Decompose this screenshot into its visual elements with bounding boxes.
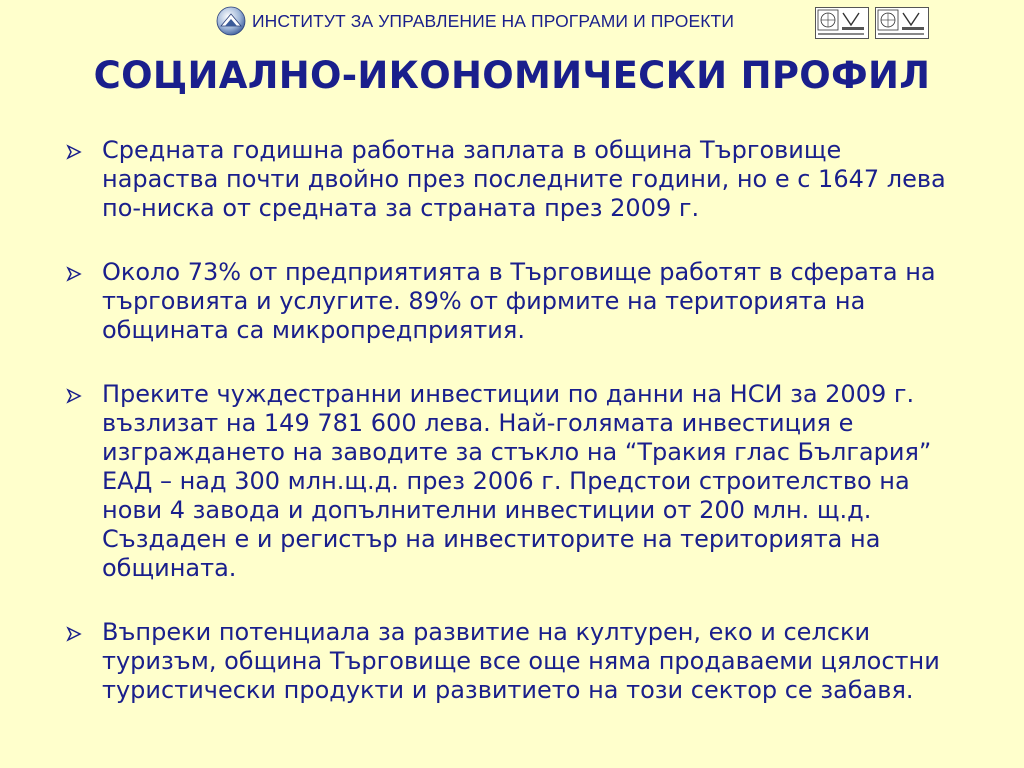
institute-logo-icon bbox=[216, 6, 246, 36]
list-item bbox=[64, 136, 964, 223]
list-item bbox=[64, 258, 964, 345]
bullet-text: Въпреки потенциала за развитие на културен, еко и селски туризъм, община Търговище все още няма продаваеми цялостни туристически продукти и развитието на този сектор се забавя. bbox=[102, 618, 940, 704]
header-bar bbox=[216, 4, 806, 38]
arrow-bullet-icon bbox=[66, 626, 82, 642]
arrow-bullet-icon bbox=[66, 266, 82, 282]
iso-certificate-badge-icon bbox=[815, 7, 869, 39]
arrow-bullet-icon bbox=[66, 144, 82, 160]
list-item bbox=[64, 618, 964, 705]
iso-certificate-badge-icon bbox=[875, 7, 929, 39]
bullet-text: Средната годишна работна заплата в община Търговище нараства почти двойно през последните години, но е с 1647 лева по-ниска от средната за страната през 2009 г. bbox=[102, 136, 946, 222]
certificate-badges bbox=[815, 7, 929, 39]
bullet-text: Преките чуждестранни инвестиции по данни на НСИ за 2009 г. възлизат на 149 781 600 лева. Най-голямата инвестиция е изграждането на заводите за стъкло на “Тракия глас България” ЕАД – над 300 млн.щ.д. през 2006 г. Предстои строителство на нови 4 завода и допълнителни инвестиции от 200 млн. щ.д. Създаден е и регистър на инвеститорите на територията на общината. bbox=[102, 380, 932, 582]
bullet-list bbox=[64, 136, 964, 705]
list-item bbox=[64, 380, 964, 583]
slide-title: СОЦИАЛНО-ИКОНОМИЧЕСКИ ПРОФИЛ bbox=[93, 54, 931, 97]
arrow-bullet-icon bbox=[66, 388, 82, 404]
institute-name: ИНСТИТУТ ЗА УПРАВЛЕНИЕ НА ПРОГРАМИ И ПРОЕКТИ bbox=[252, 10, 735, 31]
bullet-text: Около 73% от предприятията в Търговище работят в сферата на търговията и услугите. 89% от фирмите на територията на общината са микропредприятия. bbox=[102, 258, 936, 344]
